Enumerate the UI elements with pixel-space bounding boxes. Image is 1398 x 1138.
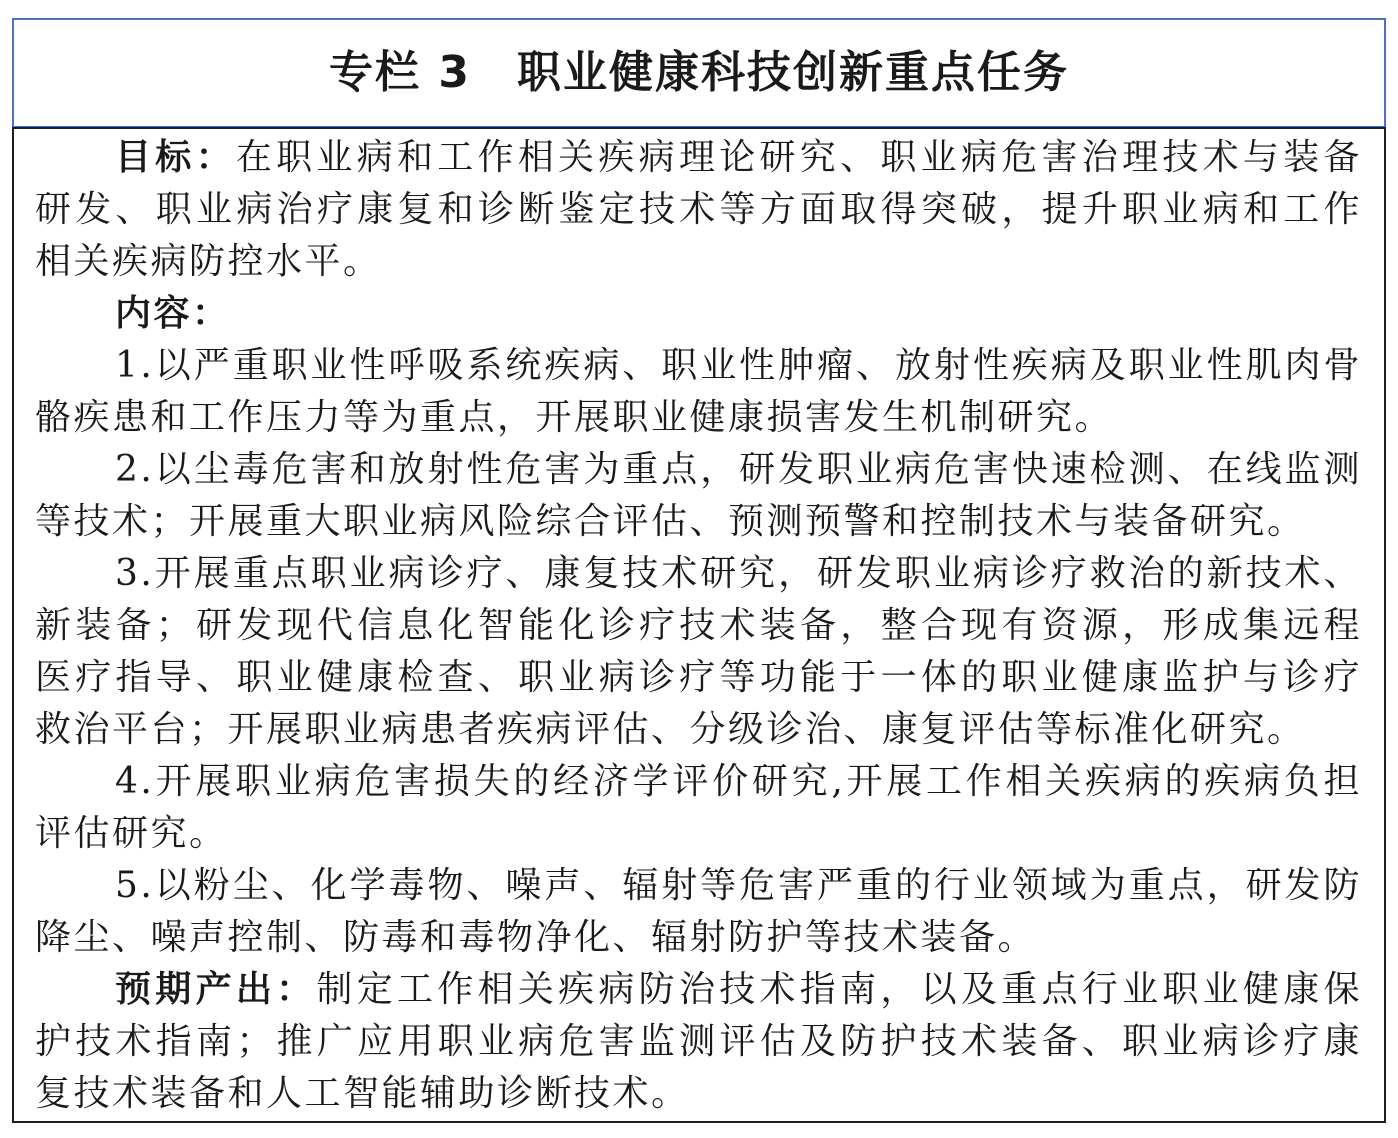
goal-line bbox=[35, 132, 1362, 184]
content-label: 内容： bbox=[115, 293, 231, 334]
expected-output-label: 预期产出： bbox=[115, 969, 317, 1010]
column-title bbox=[329, 47, 1069, 98]
expected-output-line: 复技术装备和人工智能辅助诊断技术。 bbox=[35, 1073, 690, 1114]
content-item-4-line: 评估研究。 bbox=[35, 813, 228, 854]
content-item-3-line: 医疗指导、职业健康检查、职业病诊疗等功能于一体的职业健康监护与诊疗 bbox=[35, 657, 1362, 698]
content-item-1-line: 1.以严重职业性呼吸系统疾病、职业性肿瘤、放射性疾病及职业性肌肉骨 bbox=[115, 345, 1362, 386]
content-item-5-line: 降尘、噪声控制、防毒和毒物净化、辐射防护等技术装备。 bbox=[35, 917, 1037, 958]
goal-line: 研发、职业病治疗康复和诊断鉴定技术等方面取得突破，提升职业病和工作 bbox=[35, 189, 1362, 230]
content-item-5-line: 5.以粉尘、化学毒物、噪声、辐射等危害严重的行业领域为重点，研发防 bbox=[115, 865, 1362, 906]
column-number: 专栏 3 bbox=[329, 47, 471, 98]
goal-label: 目标： bbox=[115, 137, 236, 178]
column-heading: 职业健康科技创新重点任务 bbox=[516, 47, 1069, 98]
content-label-line bbox=[35, 288, 1362, 340]
expected-output-text: 制定工作相关疾病防治技术指南，以及重点行业职业健康保 bbox=[316, 969, 1362, 1010]
expected-output-line bbox=[35, 964, 1362, 1016]
content-item-4-line: 4.开展职业病危害损失的经济学评价研究,开展工作相关疾病的疾病负担 bbox=[115, 761, 1362, 802]
content-item-2-line: 2.以尘毒危害和放射性危害为重点，研发职业病危害快速检测、在线监测 bbox=[115, 449, 1362, 490]
column-title-box bbox=[12, 18, 1386, 128]
content-item-1-line: 骼疾患和工作压力等为重点，开展职业健康损害发生机制研究。 bbox=[35, 397, 1114, 438]
expected-output-line: 护技术指南；推广应用职业病危害监测评估及防护技术装备、职业病诊疗康 bbox=[35, 1021, 1362, 1062]
column-body bbox=[12, 127, 1386, 1123]
content-item-3-line: 救治平台；开展职业病患者疾病评估、分级诊治、康复评估等标准化研究。 bbox=[35, 709, 1306, 750]
goal-line: 相关疾病防控水平。 bbox=[35, 241, 382, 282]
content-item-3-line: 新装备；研发现代信息化智能化诊疗技术装备，整合现有资源，形成集远程 bbox=[35, 605, 1362, 646]
content-item-2-line: 等技术；开展重大职业病风险综合评估、预测预警和控制技术与装备研究。 bbox=[35, 501, 1306, 542]
goal-text: 在职业病和工作相关疾病理论研究、职业病危害治理技术与装备 bbox=[235, 137, 1362, 178]
content-item-3-line: 3.开展重点职业病诊疗、康复技术研究，研发职业病诊疗救治的新技术、 bbox=[115, 553, 1362, 594]
